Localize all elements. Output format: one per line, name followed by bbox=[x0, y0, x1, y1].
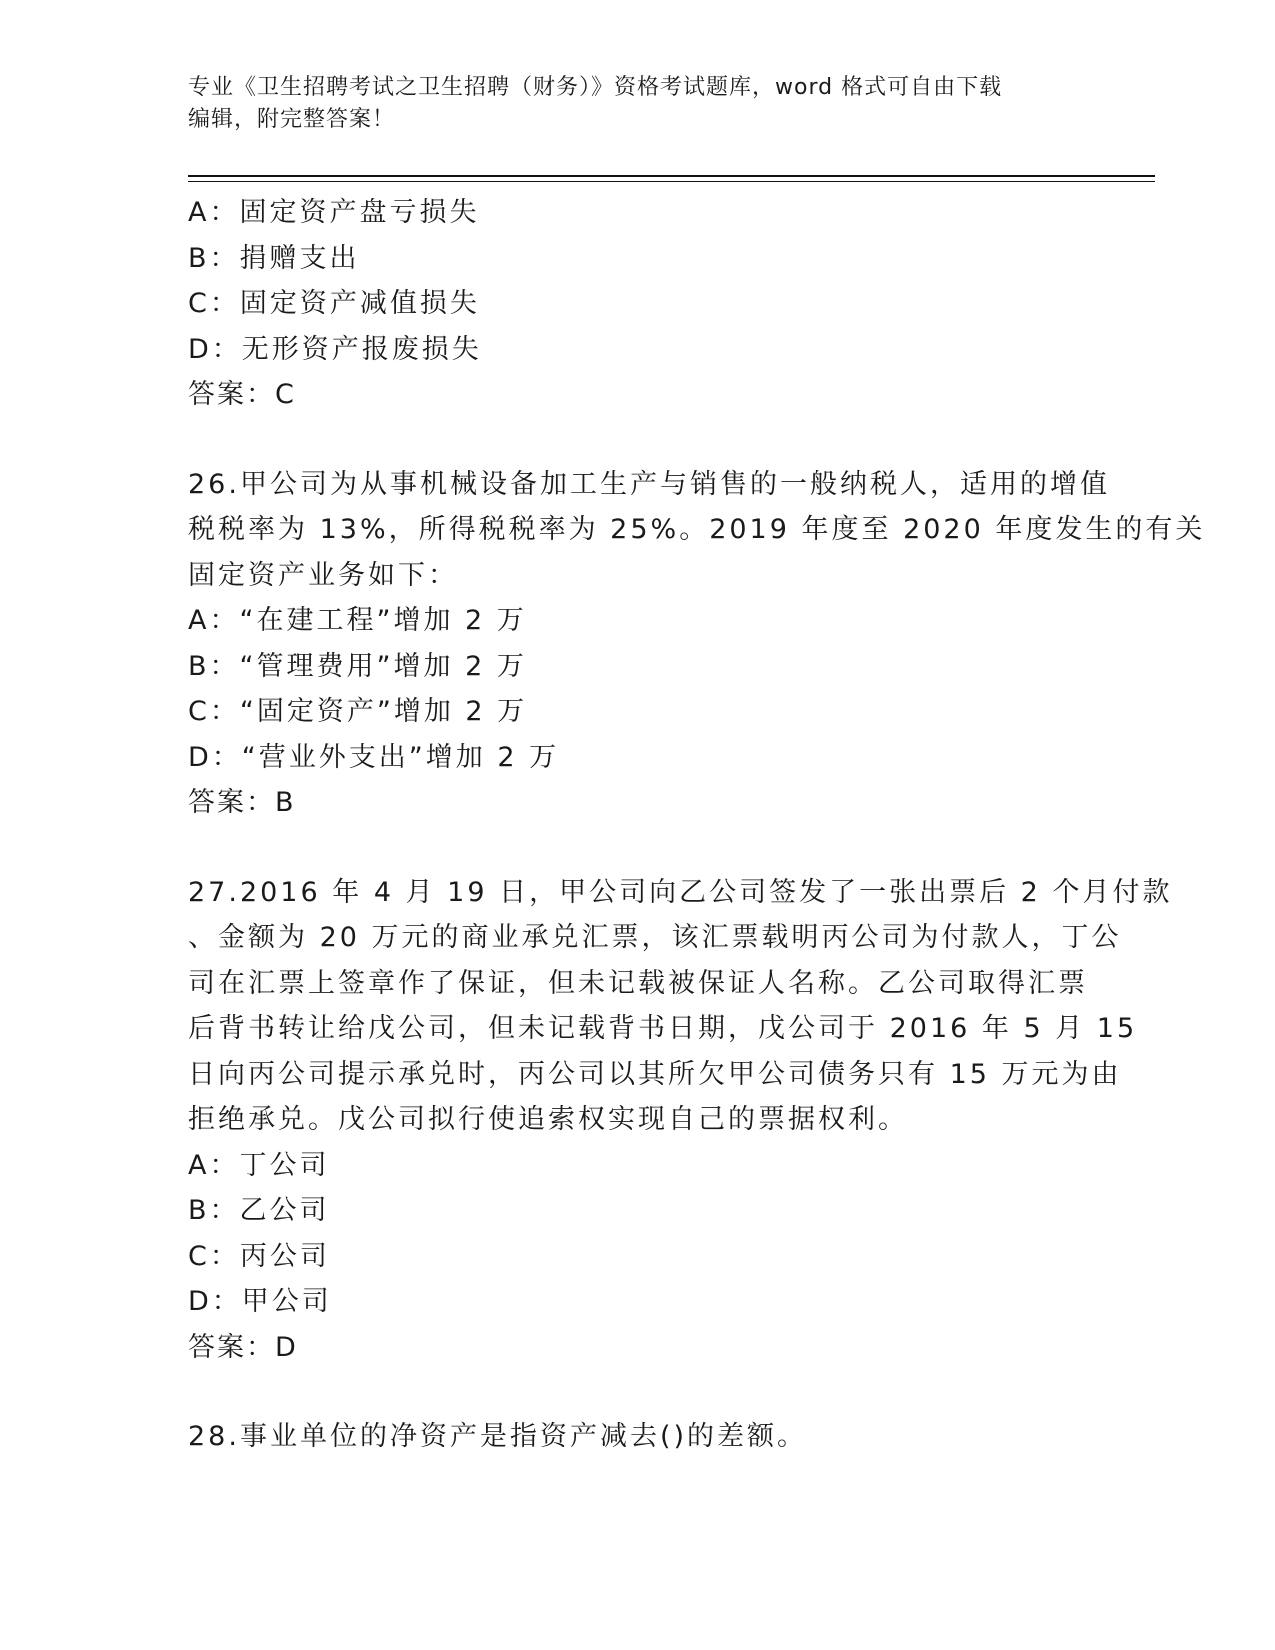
option-b: B：捐赠支出 bbox=[188, 242, 360, 274]
question-28 bbox=[188, 1414, 1088, 1460]
question-stem bbox=[188, 462, 1206, 599]
spacer bbox=[188, 826, 1088, 870]
option-b: B：乙公司 bbox=[188, 1195, 330, 1226]
stem-line: 税税率为 13%，所得税税率为 25%。2019 年度至 2020 年度发生的有关 bbox=[188, 514, 1206, 545]
answer: 答案：B bbox=[188, 787, 296, 818]
option-b: B：“管理费用”增加 2 万 bbox=[188, 650, 527, 682]
stem-line: 拒绝承兑。戊公司拟行使追索权实现自己的票据权利。 bbox=[188, 1104, 908, 1135]
stem-line: 28.事业单位的净资产是指资产减去()的差额。 bbox=[188, 1421, 808, 1452]
stem-line: 后背书转让给戊公司，但未记载背书日期，戊公司于 2016 年 5 月 15 bbox=[188, 1013, 1138, 1044]
question-26 bbox=[188, 462, 1206, 826]
option-c: C：丙公司 bbox=[188, 1240, 330, 1272]
option-c: C：“固定资产”增加 2 万 bbox=[188, 696, 528, 727]
spacer bbox=[188, 1370, 1088, 1414]
option-d: D：无形资产报废损失 bbox=[188, 333, 482, 365]
spacer bbox=[188, 418, 1088, 462]
stem-line: 固定资产业务如下： bbox=[188, 559, 458, 591]
option-c: C：固定资产减值损失 bbox=[188, 288, 480, 319]
stem-line: 司在汇票上签章作了保证，但未记载被保证人名称。乙公司取得汇票 bbox=[188, 967, 1088, 999]
document-header bbox=[188, 72, 1088, 136]
header-line-1: 专业《卫生招聘考试之卫生招聘（财务）》资格考试题库，word 格式可自由下载 bbox=[188, 75, 1003, 100]
option-a: A：固定资产盘亏损失 bbox=[188, 197, 480, 228]
header-line-2: 编辑，附完整答案！ bbox=[188, 107, 396, 132]
stem-line: 27.2016 年 4 月 19 日，甲公司向乙公司签发了一张出票后 2 个月付款 bbox=[188, 876, 1173, 908]
answer: 答案：D bbox=[188, 1331, 298, 1363]
stem-line: 、金额为 20 万元的商业承兑汇票，该汇票载明丙公司为付款人，丁公 bbox=[188, 922, 1122, 953]
stem-line: 26.甲公司为从事机械设备加工生产与销售的一般纳税人，适用的增值 bbox=[188, 468, 1110, 500]
question-stem bbox=[188, 1414, 1068, 1460]
question-stem bbox=[188, 870, 1173, 1143]
option-a: A：丁公司 bbox=[188, 1149, 330, 1181]
question-27 bbox=[188, 870, 1173, 1371]
question-25 bbox=[188, 190, 1088, 418]
answer: 答案：C bbox=[188, 379, 296, 410]
option-d: D：“营业外支出”增加 2 万 bbox=[188, 741, 560, 773]
stem-line: 日向丙公司提示承兑时，丙公司以其所欠甲公司债务只有 15 万元为由 bbox=[188, 1058, 1122, 1090]
header-divider-thick bbox=[188, 175, 1155, 177]
option-a: A：“在建工程”增加 2 万 bbox=[188, 605, 527, 636]
option-d: D：甲公司 bbox=[188, 1286, 332, 1317]
header-divider-thin bbox=[188, 181, 1155, 182]
document-body bbox=[188, 190, 1206, 1460]
